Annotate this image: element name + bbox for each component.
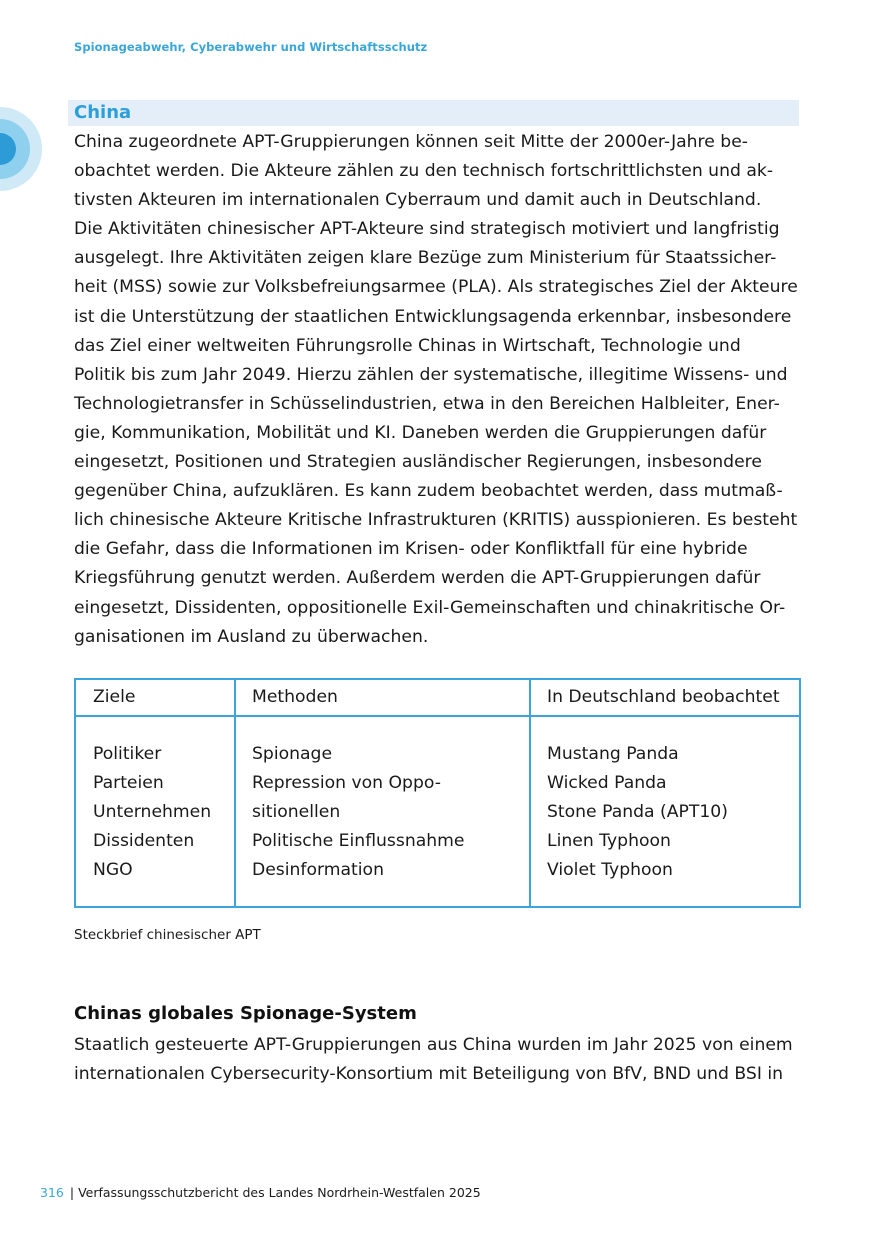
list-item: Wicked Panda [547,773,667,794]
list-item: Dissidenten [93,831,195,852]
column-header-methoden: Methoden [252,687,338,707]
list-item: Politische Einflussnahme [252,831,465,852]
section-paragraph: China zugeordnete APT-Gruppierungen können seit Mitte der 2000er-Jahre be- obachtet werden. Die Akteure zählen zu den technisch fortschrittlichsten und ak- tivsten Akteuren im internationalen Cyberraum und damit auch in Deutschland. Die Aktivitäten chinesischer APT-Akteure sind strategisch motiviert und langfristig ausgelegt. Ihre Aktivitäten zeigen klare Bezüge zum Ministerium für Staatssicher- heit (MSS) sowie zur Volksbefreiungsarmee (PLA). Als strategisches Ziel der Akteure ist die Unterstützung der staatlichen Entwicklungsagenda erkennbar, insbesondere das Ziel einer weltweiten Führungsrolle Chinas in Wirtschaft, Technologie und Politik bis zum Jahr 2049. Hierzu zählen der systematische, illegitime Wissens- und Technologietransfer in Schüsselindustrien, etwa in den Bereichen Halbleiter, Ener- gie, Kommunikation, Mobilität und KI. Daneben werden die Gruppierungen dafür eingesetzt, Positionen und Strategien ausländischer Regierungen, insbesondere gegenüber China, aufzuklären. Es kann zudem beobachtet werden, dass mutmaß- lich chinesische Akteure Kritische Infrastrukturen (KRITIS) ausspionieren. Es besteht die Gefahr, dass die Informationen im Krisen- oder Konfliktfall für eine hybride Kriegsführung genutzt werden. Außerdem werden die APT-Gruppierungen dafür eingesetzt, Dissidenten, oppositionelle Exil-Gemeinschaften und chinakritische Or- ganisationen im Ausland zu überwachen. [74,132,798,647]
list-item: Parteien [93,773,164,794]
list-item: Politiker [93,744,162,764]
page-number: 316 [40,1185,64,1200]
running-header: Spionageabwehr, Cyberabwehr und Wirtschaftsschutz [74,40,428,54]
list-item: Violet Typhoon [547,860,673,881]
chapter-marker-icon [0,107,42,191]
table-divider-1 [234,680,236,906]
list-item: Desinformation [252,860,384,881]
ziele-list [93,740,211,885]
table-divider-2 [529,680,531,906]
list-item: NGO [93,860,133,881]
list-item: Repression von Oppo- [252,773,441,794]
list-item: Mustang Panda [547,744,679,764]
beobachtet-list [547,740,728,885]
subsection-title: Chinas globales Spionage-System [74,1003,417,1024]
footer-separator: | [69,1185,75,1200]
list-item: Unternehmen [93,802,212,823]
table-header-divider [76,715,799,717]
list-item: sitionellen [252,802,341,823]
column-header-ziele: Ziele [93,687,136,707]
list-item: Linen Typhoon [547,831,671,852]
methoden-list [252,740,464,885]
page-footer [40,1185,481,1200]
column-header-beobachtet: In Deutschland beobachtet [547,687,780,707]
section-heading-bar [68,100,799,126]
list-item: Spionage [252,744,333,764]
table-caption: Steckbrief chinesischer APT [74,927,261,943]
subsection-paragraph: Staatlich gesteuerte APT-Gruppierungen aus China wurden im Jahr 2025 von einem internationalen Cybersecurity-Konsortium mit Beteiligung von BfV, BND und BSI in [74,1035,793,1085]
section-title: China [74,102,132,123]
list-item: Stone Panda (APT10) [547,802,728,823]
publication-title: Verfassungsschutzbericht des Landes Nordrhein-Westfalen 2025 [78,1185,481,1200]
apt-profile-table [74,678,801,908]
